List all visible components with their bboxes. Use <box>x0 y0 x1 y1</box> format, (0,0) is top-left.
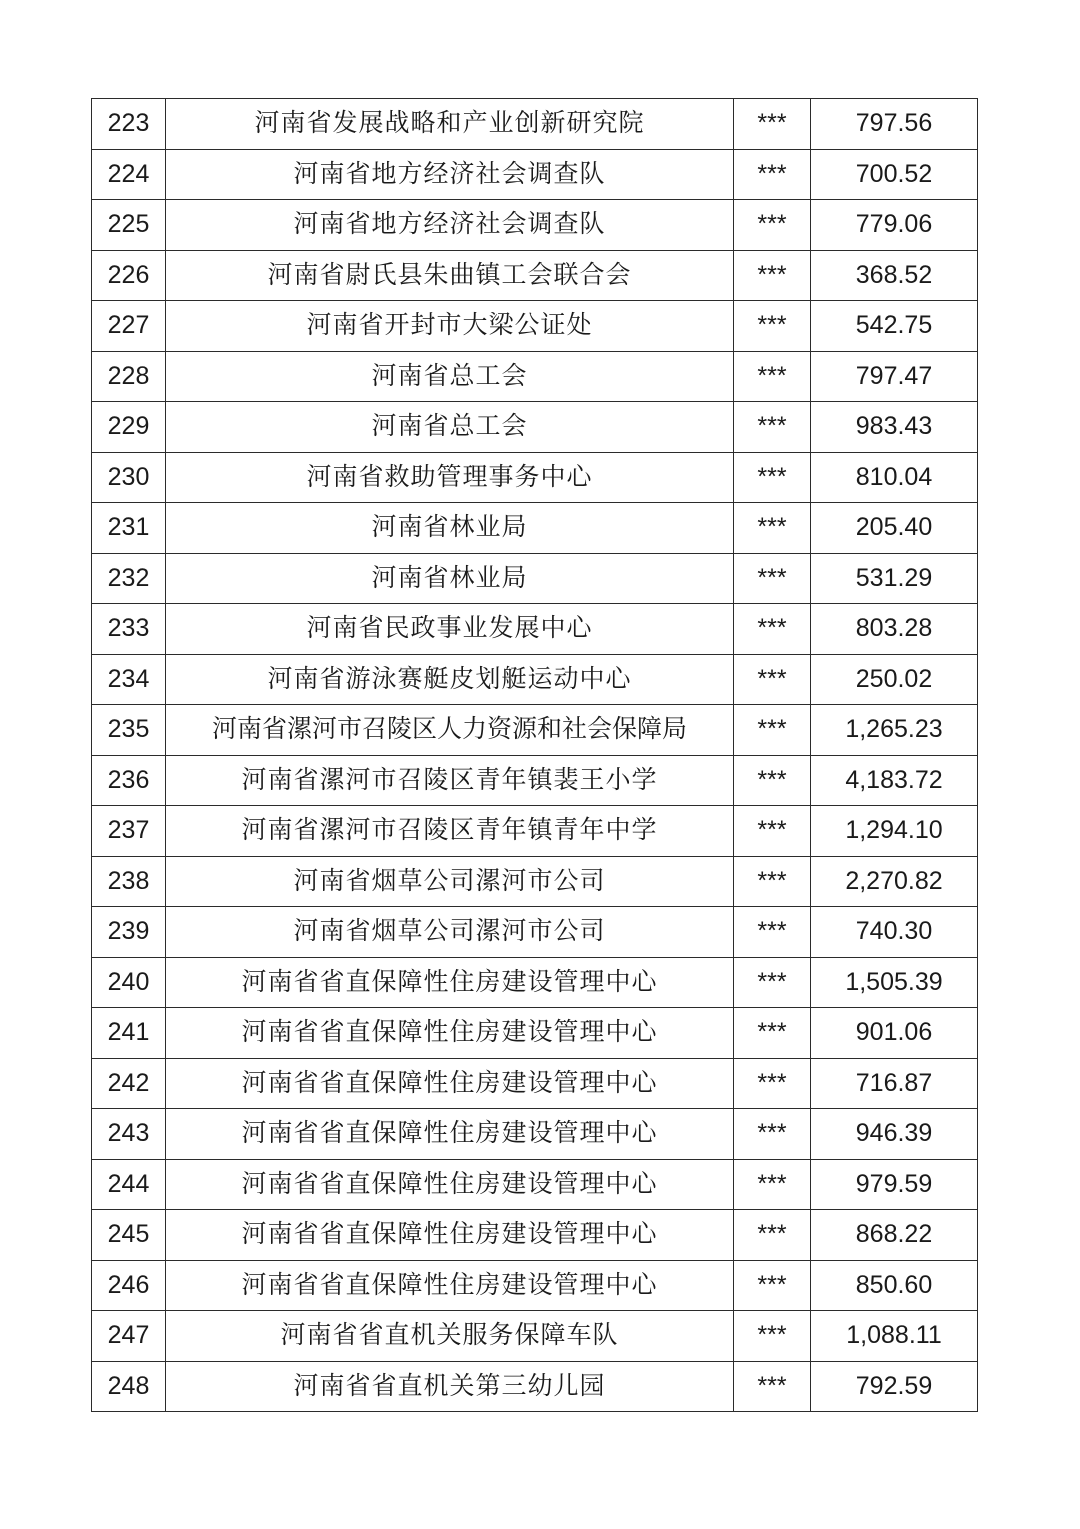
table-row <box>92 99 978 150</box>
table-row <box>92 705 978 756</box>
masked-name: *** <box>734 856 811 907</box>
masked-name: *** <box>734 604 811 655</box>
masked-name: *** <box>734 1311 811 1362</box>
org-name: 河南省发展战略和产业创新研究院 <box>166 99 734 150</box>
table-row <box>92 149 978 200</box>
org-name: 河南省游泳赛艇皮划艇运动中心 <box>166 654 734 705</box>
table-row <box>92 604 978 655</box>
org-name: 河南省救助管理事务中心 <box>166 452 734 503</box>
masked-name: *** <box>734 200 811 251</box>
table-row <box>92 1159 978 1210</box>
org-name: 河南省省直保障性住房建设管理中心 <box>166 1159 734 1210</box>
row-index: 233 <box>92 604 166 655</box>
table-row <box>92 1008 978 1059</box>
row-index: 229 <box>92 402 166 453</box>
data-table <box>91 98 978 1412</box>
masked-name: *** <box>734 1361 811 1412</box>
masked-name: *** <box>734 149 811 200</box>
amount: 368.52 <box>811 250 978 301</box>
masked-name: *** <box>734 301 811 352</box>
org-name: 河南省总工会 <box>166 402 734 453</box>
amount: 792.59 <box>811 1361 978 1412</box>
amount: 810.04 <box>811 452 978 503</box>
masked-name: *** <box>734 1159 811 1210</box>
table-row <box>92 1311 978 1362</box>
masked-name: *** <box>734 705 811 756</box>
row-index: 240 <box>92 957 166 1008</box>
amount: 4,183.72 <box>811 755 978 806</box>
org-name: 河南省省直保障性住房建设管理中心 <box>166 1210 734 1261</box>
org-name: 河南省省直保障性住房建设管理中心 <box>166 1260 734 1311</box>
amount: 868.22 <box>811 1210 978 1261</box>
amount: 979.59 <box>811 1159 978 1210</box>
table-row <box>92 957 978 1008</box>
masked-name: *** <box>734 452 811 503</box>
masked-name: *** <box>734 654 811 705</box>
masked-name: *** <box>734 250 811 301</box>
table-body <box>92 99 978 1412</box>
amount: 797.47 <box>811 351 978 402</box>
org-name: 河南省漯河市召陵区青年镇裴王小学 <box>166 755 734 806</box>
table-row <box>92 402 978 453</box>
amount: 205.40 <box>811 503 978 554</box>
masked-name: *** <box>734 553 811 604</box>
masked-name: *** <box>734 1210 811 1261</box>
table-row <box>92 806 978 857</box>
table-row <box>92 301 978 352</box>
row-index: 247 <box>92 1311 166 1362</box>
org-name: 河南省开封市大梁公证处 <box>166 301 734 352</box>
amount: 250.02 <box>811 654 978 705</box>
amount: 901.06 <box>811 1008 978 1059</box>
table-row <box>92 1058 978 1109</box>
amount: 542.75 <box>811 301 978 352</box>
org-name: 河南省民政事业发展中心 <box>166 604 734 655</box>
org-name: 河南省林业局 <box>166 503 734 554</box>
row-index: 227 <box>92 301 166 352</box>
masked-name: *** <box>734 402 811 453</box>
table-row <box>92 1210 978 1261</box>
row-index: 237 <box>92 806 166 857</box>
table-row <box>92 553 978 604</box>
table-row <box>92 755 978 806</box>
row-index: 236 <box>92 755 166 806</box>
amount: 1,505.39 <box>811 957 978 1008</box>
table-row <box>92 1260 978 1311</box>
org-name: 河南省省直保障性住房建设管理中心 <box>166 1058 734 1109</box>
org-name: 河南省省直机关服务保障车队 <box>166 1311 734 1362</box>
row-index: 243 <box>92 1109 166 1160</box>
amount: 1,088.11 <box>811 1311 978 1362</box>
amount: 850.60 <box>811 1260 978 1311</box>
masked-name: *** <box>734 1260 811 1311</box>
org-name: 河南省省直保障性住房建设管理中心 <box>166 1109 734 1160</box>
row-index: 246 <box>92 1260 166 1311</box>
masked-name: *** <box>734 907 811 958</box>
row-index: 245 <box>92 1210 166 1261</box>
amount: 983.43 <box>811 402 978 453</box>
row-index: 228 <box>92 351 166 402</box>
org-name: 河南省烟草公司漯河市公司 <box>166 907 734 958</box>
row-index: 230 <box>92 452 166 503</box>
table-row <box>92 250 978 301</box>
row-index: 226 <box>92 250 166 301</box>
masked-name: *** <box>734 99 811 150</box>
table-row <box>92 1109 978 1160</box>
org-name: 河南省地方经济社会调查队 <box>166 200 734 251</box>
org-name: 河南省省直保障性住房建设管理中心 <box>166 957 734 1008</box>
amount: 946.39 <box>811 1109 978 1160</box>
masked-name: *** <box>734 1008 811 1059</box>
org-name: 河南省烟草公司漯河市公司 <box>166 856 734 907</box>
row-index: 248 <box>92 1361 166 1412</box>
amount: 531.29 <box>811 553 978 604</box>
org-name: 河南省省直保障性住房建设管理中心 <box>166 1008 734 1059</box>
row-index: 239 <box>92 907 166 958</box>
row-index: 238 <box>92 856 166 907</box>
row-index: 241 <box>92 1008 166 1059</box>
amount: 1,294.10 <box>811 806 978 857</box>
row-index: 224 <box>92 149 166 200</box>
amount: 700.52 <box>811 149 978 200</box>
table-row <box>92 503 978 554</box>
org-name: 河南省省直机关第三幼儿园 <box>166 1361 734 1412</box>
masked-name: *** <box>734 351 811 402</box>
table-row <box>92 351 978 402</box>
row-index: 235 <box>92 705 166 756</box>
org-name: 河南省林业局 <box>166 553 734 604</box>
row-index: 232 <box>92 553 166 604</box>
masked-name: *** <box>734 1058 811 1109</box>
masked-name: *** <box>734 957 811 1008</box>
table-row <box>92 856 978 907</box>
row-index: 234 <box>92 654 166 705</box>
row-index: 244 <box>92 1159 166 1210</box>
amount: 803.28 <box>811 604 978 655</box>
table-row <box>92 452 978 503</box>
org-name: 河南省漯河市召陵区人力资源和社会保障局 <box>166 705 734 756</box>
amount: 716.87 <box>811 1058 978 1109</box>
table-row <box>92 654 978 705</box>
amount: 779.06 <box>811 200 978 251</box>
row-index: 242 <box>92 1058 166 1109</box>
amount: 1,265.23 <box>811 705 978 756</box>
org-name: 河南省地方经济社会调查队 <box>166 149 734 200</box>
org-name: 河南省尉氏县朱曲镇工会联合会 <box>166 250 734 301</box>
table-row <box>92 200 978 251</box>
row-index: 225 <box>92 200 166 251</box>
masked-name: *** <box>734 806 811 857</box>
masked-name: *** <box>734 1109 811 1160</box>
table-row <box>92 907 978 958</box>
masked-name: *** <box>734 755 811 806</box>
amount: 797.56 <box>811 99 978 150</box>
amount: 2,270.82 <box>811 856 978 907</box>
table-row <box>92 1361 978 1412</box>
row-index: 231 <box>92 503 166 554</box>
org-name: 河南省总工会 <box>166 351 734 402</box>
masked-name: *** <box>734 503 811 554</box>
row-index: 223 <box>92 99 166 150</box>
amount: 740.30 <box>811 907 978 958</box>
org-name: 河南省漯河市召陵区青年镇青年中学 <box>166 806 734 857</box>
